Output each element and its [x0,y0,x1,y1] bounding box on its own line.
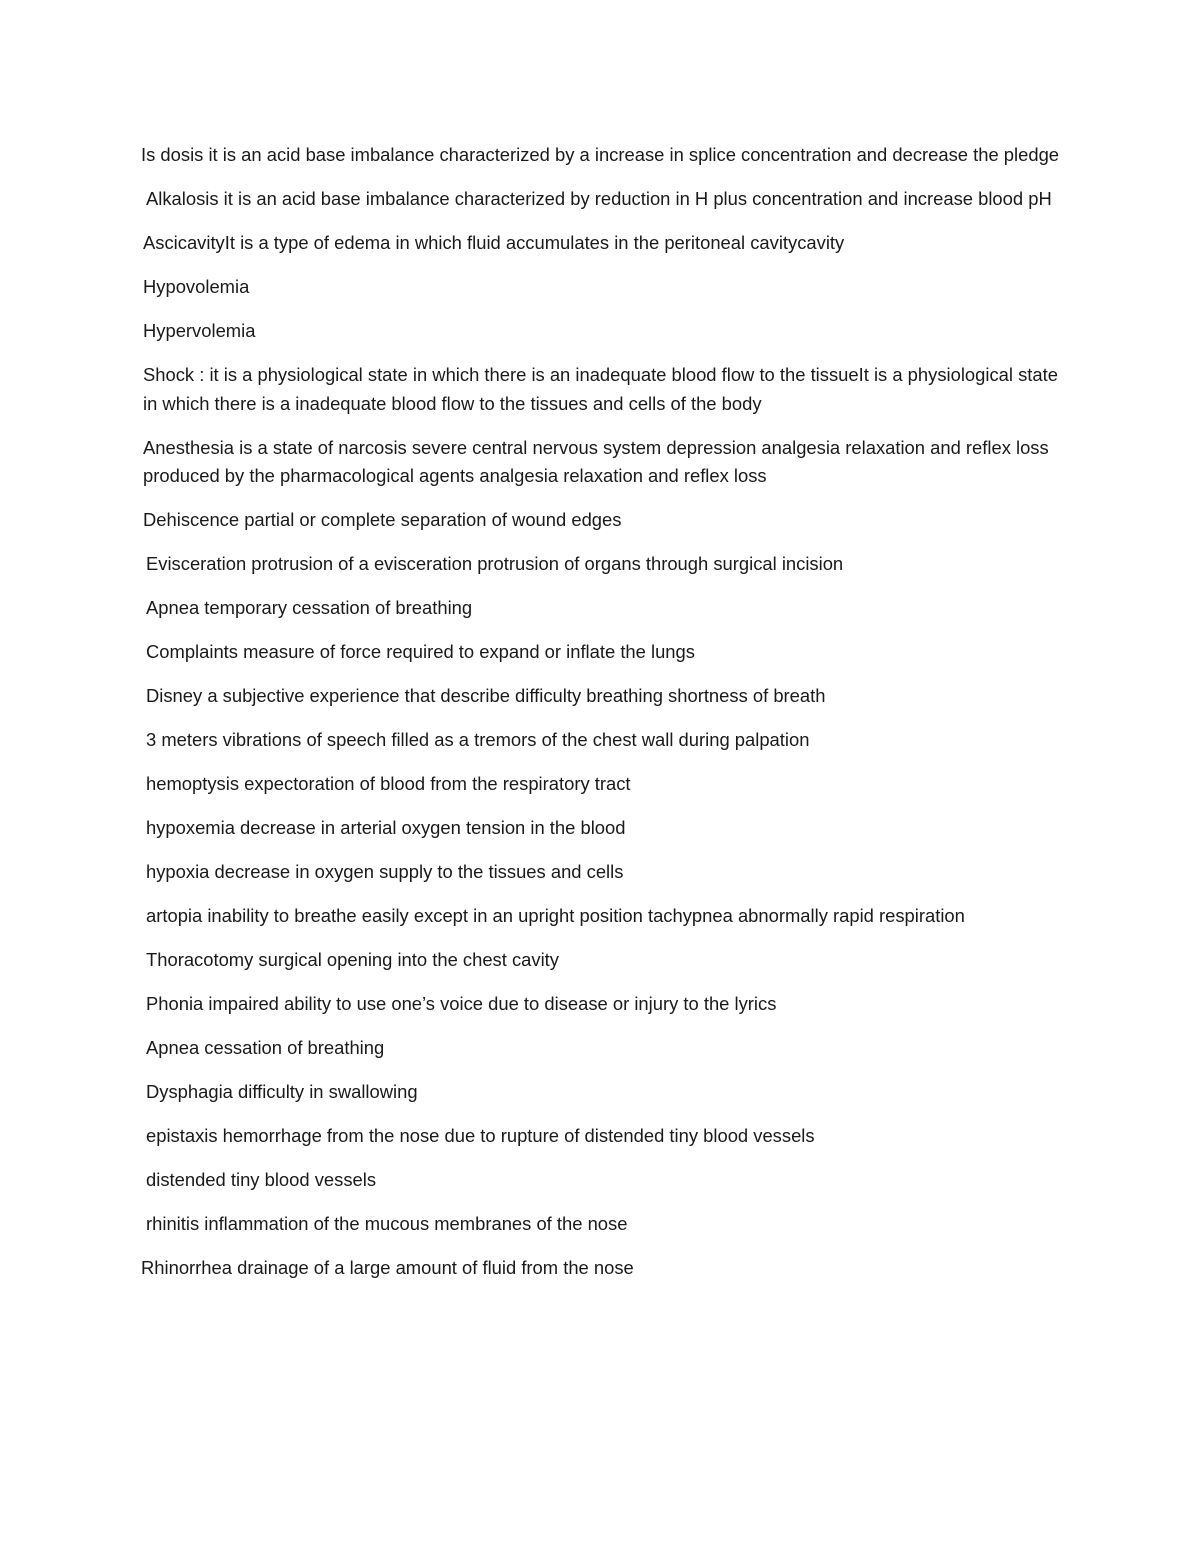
paragraph-apnea: Apnea cessation of breathing [146,1037,385,1058]
paragraph-rhinorrhea: Rhinorrhea drainage of a large amount of fluid from the nose [141,1257,634,1278]
paragraph-shock: Shock : it is a physiological state in which there is an inadequate blood flow to the tissueIt is a physiological state in which there is a inadequate blood flow to the tissues and cells of the body [143,364,1064,414]
paragraph-dehiscence: Dehiscence partial or complete separation of wound edges [143,509,622,530]
paragraph-dyspnea: Disney a subjective experience that describe difficulty breathing shortness of breath [146,685,826,706]
paragraph-apnea-temporary: Apnea temporary cessation of breathing [146,597,473,618]
paragraph-acidosis: Is dosis it is an acid base imbalance characterized by a increase in splice concentration and decrease the pledge [141,144,1060,165]
paragraph-dysphonia: Phonia impaired ability to use one’s voice due to disease or injury to the lyrics [146,993,777,1014]
paragraph-distended-vessels: distended tiny blood vessels [146,1169,377,1190]
paragraph-hypovolemia: Hypovolemia [143,276,250,297]
paragraph-orthopnea: artopia inability to breathe easily except in an upright position tachypnea abnormally rapid respiration [146,905,965,926]
paragraph-ascites: AscicavityIt is a type of edema in which fluid accumulates in the peritoneal cavitycavity [143,232,845,253]
paragraph-dysphagia: Dysphagia difficulty in swallowing [146,1081,418,1102]
paragraph-thoracotomy: Thoracotomy surgical opening into the chest cavity [146,949,559,970]
paragraph-hemoptysis: hemoptysis expectoration of blood from the respiratory tract [146,773,631,794]
paragraph-alkalosis: Alkalosis it is an acid base imbalance characterized by reduction in H plus concentration and increase blood pH [146,188,1052,209]
paragraph-rhinitis: rhinitis inflammation of the mucous membranes of the nose [146,1213,628,1234]
paragraph-epistaxis: epistaxis hemorrhage from the nose due to rupture of distended tiny blood vessels [146,1125,815,1146]
document-body [141,141,1071,1298]
paragraph-hypoxia: hypoxia decrease in oxygen supply to the tissues and cells [146,861,624,882]
paragraph-fremitus: 3 meters vibrations of speech filled as a tremors of the chest wall during palpation [146,729,810,750]
paragraph-hypoxemia: hypoxemia decrease in arterial oxygen tension in the blood [146,817,626,838]
paragraph-anesthesia: Anesthesia is a state of narcosis severe central nervous system depression analgesia relaxation and reflex loss produced by the pharmacological agents analgesia relaxation and reflex loss [143,436,1054,486]
paragraph-evisceration: Evisceration protrusion of a evisceration protrusion of organs through surgical incision [146,553,844,574]
paragraph-compliance: Complaints measure of force required to expand or inflate the lungs [146,641,695,662]
paragraph-hypervolemia: Hypervolemia [143,320,256,341]
